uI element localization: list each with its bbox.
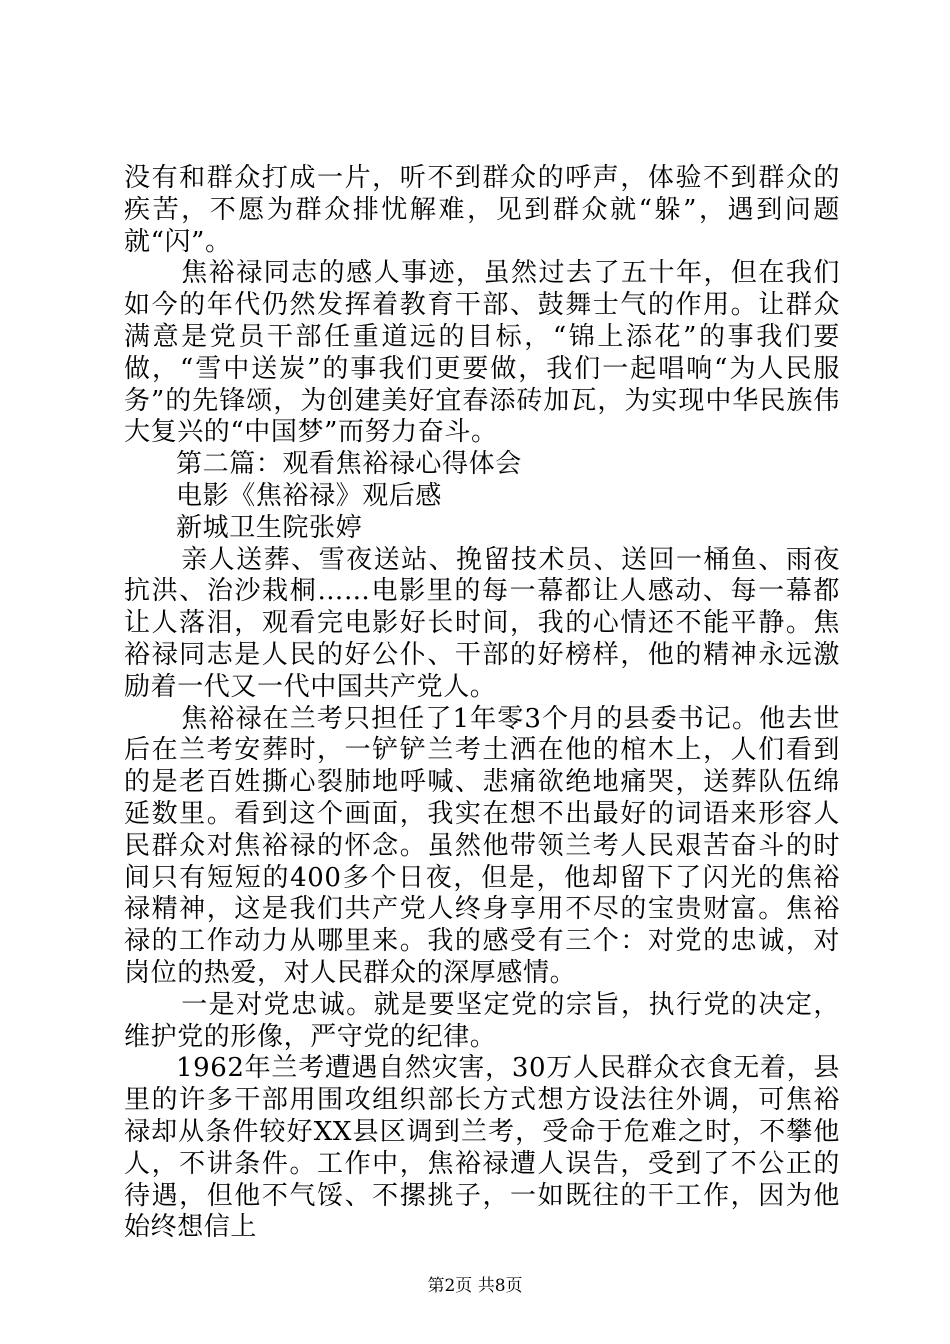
section-heading-part-two: 第二篇：观看焦裕禄心得体会 (176, 449, 522, 480)
paragraph-lankao-tenure: 焦裕禄在兰考只担任了1年零3个月的县委书记。他去世后在兰考安葬时，一铲铲兰考土洒在他的棺木上，人们看到的是老百姓撕心裂肺地呼喊、悲痛欲绝地痛哭，送葬队伍绵延数里。看到这个画面，我实在想不出最好的词语来形容人民群众对焦裕禄的怀念。虽然他带领兰考人民艰苦奋斗的时间只有短短的400多个日夜，但是，他却留下了闪光的焦裕禄精神，这是我们共产党人终身享用不尽的宝贵财富。焦裕禄的工作动力从哪里来。我的感受有三个：对党的忠诚，对岗位的热爱，对人民群众的深厚感情。 (124, 703, 840, 988)
paragraph-film-scenes: 亲人送葬、雪夜送站、挽留技术员、送回一桶鱼、雨夜抗洪、治沙栽桐……电影里的每一幕都让人感动、每一幕都让人落泪，观看完电影好长时间，我的心情还不能平静。焦裕禄同志是人民的好公仆、干部的好榜样，他的精神永远激励着一代又一代中国共产党人。 (124, 544, 840, 702)
essay-author: 新城卫生院张婷 (176, 512, 363, 543)
page-number-footer: 第2页 共8页 (427, 1276, 523, 1296)
essay-title: 电影《焦裕禄》观后感 (176, 480, 443, 511)
paragraph-loyalty-to-party: 一是对党忠诚。就是要坚定党的宗旨，执行党的决定，维护党的形像，严守党的纪律。 (124, 989, 840, 1052)
document-body (124, 163, 840, 1244)
paragraph-continuation: 没有和群众打成一片，听不到群众的呼声，体验不到群众的疾苦，不愿为群众排忧解难，见到群众就“躲”，遇到问题就“闪”。 (124, 163, 840, 257)
paragraph-jiao-yulu-deeds: 焦裕禄同志的感人事迹，虽然过去了五十年，但在我们如今的年代仍然发挥着教育干部、鼓舞士气的作用。让群众满意是党员干部任重道远的目标，“锦上添花”的事我们要做，“雪中送炭”的事我们更要做，我们一起唱响“为人民服务”的先锋颂，为创建美好宜春添砖加瓦，为实现中华民族伟大复兴的“中国梦”而努力奋斗。 (124, 258, 840, 448)
paragraph-1962-disaster: 1962年兰考遭遇自然灾害，30万人民群众衣食无着，县里的许多干部用围攻组织部长方式想方设法往外调，可焦裕禄却从条件较好XX县区调到兰考，受命于危难之时，不攀他人，不讲条件。工作中，焦裕禄遭人误告，受到了不公正的待遇，但他不气馁、不摞挑子，一如既往的干工作，因为他始终想信上 (124, 1053, 840, 1243)
